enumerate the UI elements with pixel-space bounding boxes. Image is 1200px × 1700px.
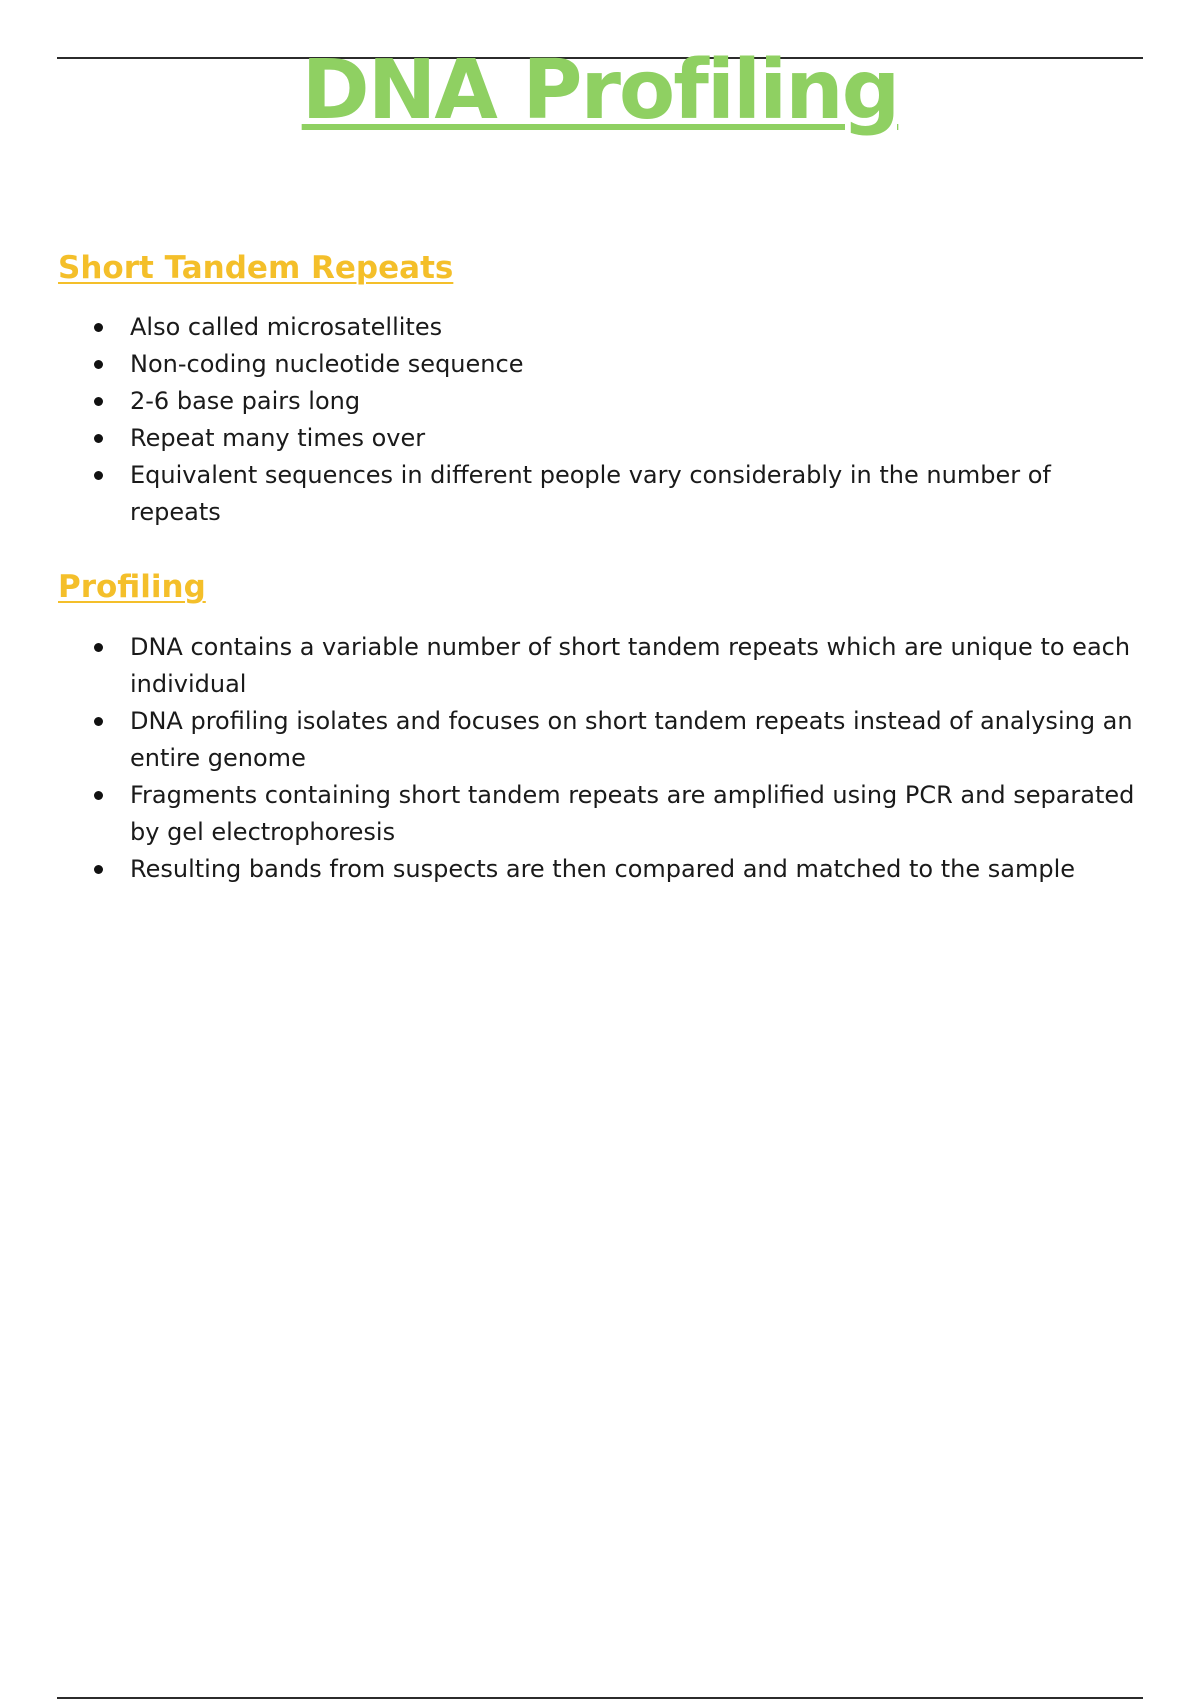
section-heading-short-tandem-repeats: Short Tandem Repeats (58, 250, 454, 286)
list-item (58, 629, 1138, 703)
bullet-icon (94, 434, 103, 443)
list-item-text: Resulting bands from suspects are then compared and matched to the sample (130, 855, 1075, 883)
list-item-text: Repeat many times over (130, 424, 426, 452)
list-item (58, 703, 1138, 777)
bullet-icon (94, 471, 103, 480)
list-item-text: DNA contains a variable number of short tandem repeats which are unique to each individual (130, 633, 1131, 698)
list-item-text: 2-6 base pairs long (130, 387, 361, 415)
section-heading-profiling: Profiling (58, 569, 206, 605)
bullet-icon (94, 865, 103, 874)
list-item (58, 777, 1138, 851)
bullet-list-profiling (58, 629, 1138, 888)
footer-rule (57, 1697, 1143, 1699)
document-title-text: DNA Profiling (301, 43, 899, 138)
list-item-text: DNA profiling isolates and focuses on short tandem repeats instead of analysing an entire genome (130, 707, 1133, 772)
bullet-icon (94, 323, 103, 332)
list-item (58, 383, 1138, 420)
bullet-icon (94, 791, 103, 800)
bullet-icon (94, 360, 103, 369)
list-item-text: Fragments containing short tandem repeats are amplified using PCR and separated by gel electrophoresis (130, 781, 1135, 846)
list-item (58, 309, 1138, 346)
list-item-text: Also called microsatellites (130, 313, 443, 341)
list-item-text: Equivalent sequences in different people vary considerably in the number of repeats (130, 461, 1051, 526)
document-title (0, 43, 1200, 138)
list-item-text: Non-coding nucleotide sequence (130, 350, 524, 378)
bullet-icon (94, 717, 103, 726)
bullet-icon (94, 643, 103, 652)
list-item (58, 851, 1138, 888)
list-item (58, 346, 1138, 383)
bullet-list-short-tandem-repeats (58, 309, 1138, 531)
list-item (58, 420, 1138, 457)
list-item (58, 457, 1138, 531)
bullet-icon (94, 397, 103, 406)
